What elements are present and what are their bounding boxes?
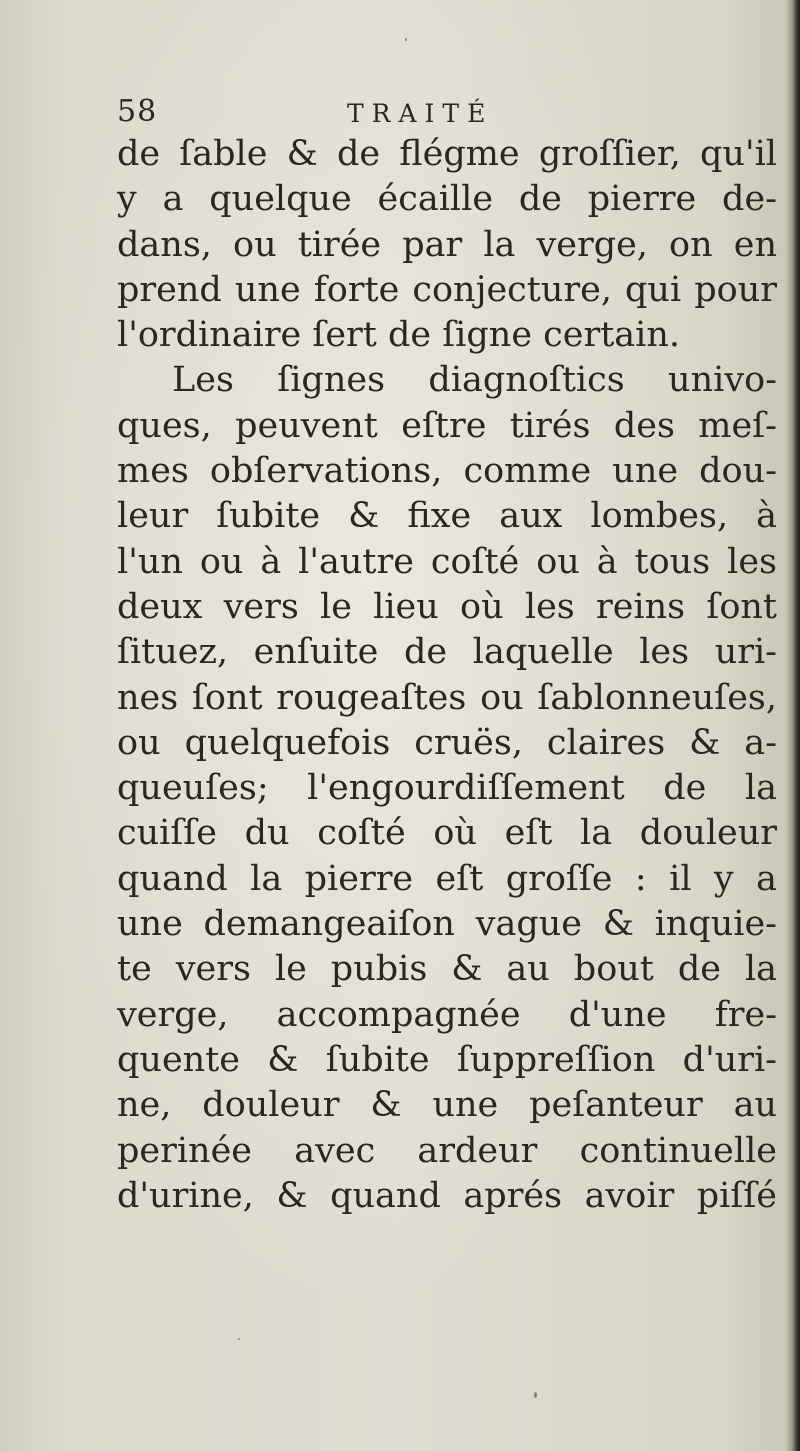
body-text: [117, 132, 777, 1219]
text-line: dans, ou tirée par la verge, on en: [117, 224, 777, 265]
paragraph-start-line: Les ſignes diagnoſtics univo-: [172, 360, 777, 401]
text-line: te vers le pubis & au bout de la: [117, 949, 777, 990]
ink-speck: [534, 1392, 537, 1398]
text-line: y a quelque écaille de pierre de-: [117, 179, 777, 220]
text-line: d'urine, & quand aprés avoir piſſé: [117, 1175, 777, 1216]
text-line: l'un ou à l'autre coſté ou à tous les: [117, 541, 777, 582]
text-line: une demangeaiſon vague & inquie-: [117, 904, 777, 945]
running-title: TRAITÉ: [347, 99, 494, 128]
text-line: perinée avec ardeur continuelle: [117, 1130, 777, 1171]
text-line: ques, peuvent eſtre tirés des meſ-: [117, 405, 777, 446]
ink-speck: [238, 1338, 240, 1340]
ink-speck: [405, 38, 407, 41]
page-edge-shadow: [786, 0, 800, 1451]
text-line: de ſable & de flégme groſſier, qu'il: [117, 134, 777, 174]
text-line: ne, douleur & une peſanteur au: [117, 1085, 777, 1126]
text-line: l'ordinaire ſert de ſigne certain.: [117, 315, 680, 356]
text-line: deux vers le lieu où les reins ſont: [117, 586, 777, 627]
page-number: 58: [117, 94, 158, 129]
text-line: leur ſubite & fixe aux lombes, à: [117, 496, 777, 537]
text-line: ſituez, enſuite de laquelle les uri-: [117, 632, 777, 673]
text-line: mes obſervations, comme une dou-: [117, 451, 777, 492]
text-line: nes ſont rougeaſtes ou ſablonneuſes,: [117, 677, 777, 718]
text-line: ou quelquefois cruës, claires & a-: [117, 722, 777, 763]
text-line: cuiſſe du coſté où eſt la douleur: [117, 813, 777, 854]
text-line: queuſes; l'engourdiſſement de la: [117, 768, 777, 809]
page-header: [117, 92, 757, 136]
text-line: quand la pierre eſt groſſe : il y a: [117, 858, 777, 899]
text-line: prend une forte conjecture, qui pour: [117, 269, 777, 310]
text-line: quente & ſubite ſuppreſſion d'uri-: [117, 1039, 777, 1080]
text-line: verge, accompagnée d'une fre-: [117, 994, 777, 1035]
